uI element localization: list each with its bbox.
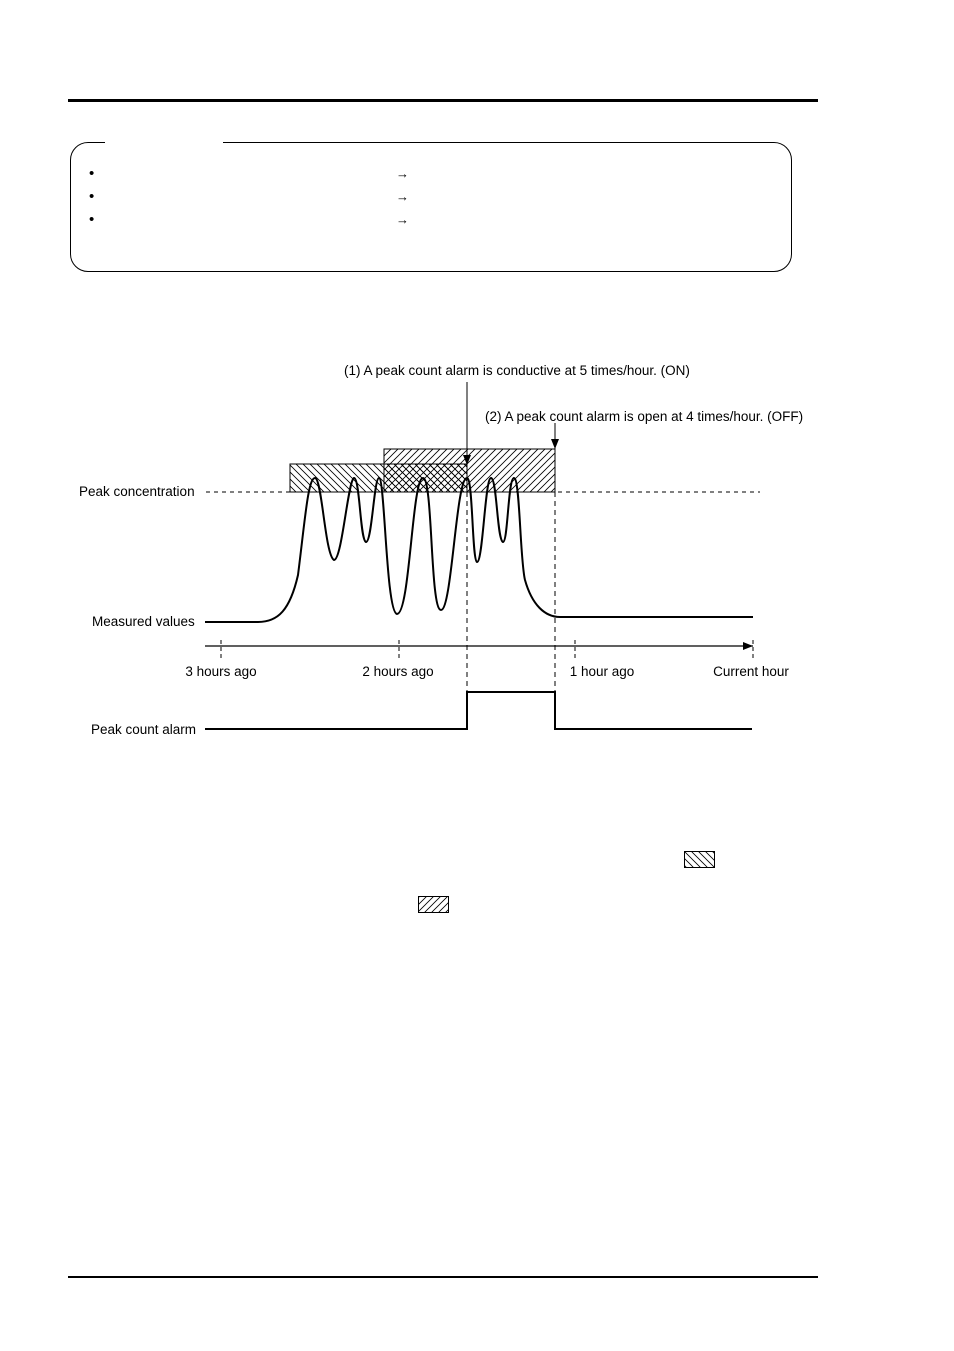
right-arrow-icon: → (396, 166, 409, 181)
on-event-annotation: (1) A peak count alarm is conductive at 5 times/hour. (ON) (344, 363, 690, 378)
measured-values-curve (205, 478, 753, 622)
peak-count-alarm-signal (205, 692, 752, 729)
tick-label: 1 hour ago (569, 664, 635, 679)
right-arrow-icon: → (396, 189, 409, 204)
legend-swatch-forward-hatch (418, 896, 449, 913)
legend-swatch-back-hatch (684, 851, 715, 868)
peak-concentration-label: Peak concentration (79, 484, 195, 499)
footer-rule (68, 1276, 818, 1278)
measured-values-label: Measured values (92, 614, 195, 629)
tick-label: 2 hours ago (362, 664, 434, 679)
bullet-icon: • (89, 211, 95, 228)
peak-count-alarm-label: Peak count alarm (91, 722, 197, 737)
tick-label: 3 hours ago (185, 664, 257, 679)
off-event-annotation: (2) A peak count alarm is open at 4 times/hour. (OFF) (485, 409, 804, 424)
window-overlap-hatch (384, 464, 467, 492)
bullet-icon: • (89, 165, 95, 182)
right-arrow-icon: → (396, 212, 409, 227)
bullet-icon: • (89, 188, 95, 205)
tick-label: Current hour (713, 664, 789, 679)
